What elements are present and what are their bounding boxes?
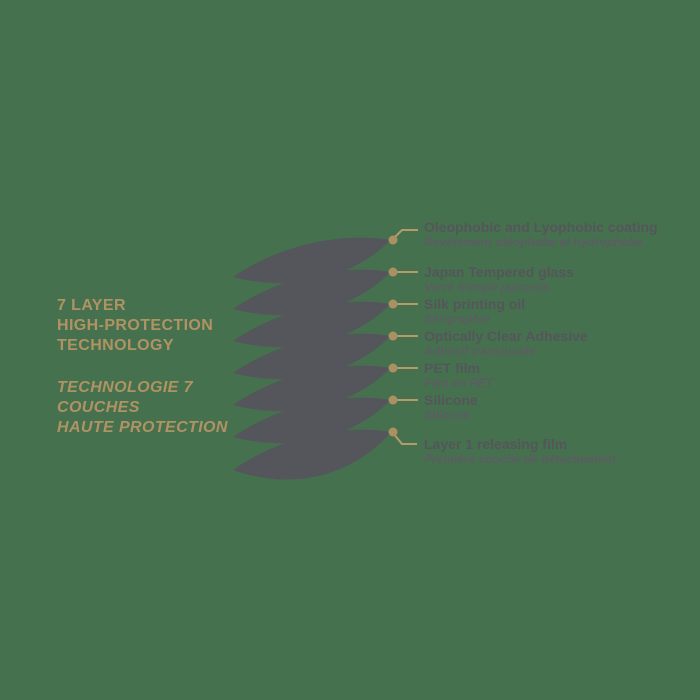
layer-label-3 — [424, 297, 525, 326]
layer-label-2 — [424, 265, 574, 294]
layer-label-4-fr: Adhésif translucide — [424, 344, 536, 358]
title-en — [57, 296, 228, 356]
layer-label-5 — [424, 361, 493, 390]
layer-label-1-en: Oleophobic and Lyophobic coating — [424, 219, 658, 235]
title-fr-line-3: HAUTE PROTECTION — [57, 419, 228, 436]
layer-label-1-fr: Revêtement oléophobe et hydrophobe — [424, 235, 643, 249]
layer-label-6 — [424, 393, 478, 422]
layer-dot-1 — [389, 236, 398, 245]
layer-label-7-fr: Première couche de détachement — [424, 452, 616, 466]
layer-label-1 — [424, 220, 658, 249]
layer-dot-4 — [389, 332, 398, 341]
title-fr-line-2: COUCHES — [57, 399, 140, 416]
layer-label-7-en: Layer 1 releasing film — [424, 436, 568, 452]
layer-label-7 — [424, 437, 615, 466]
layer-label-3-fr: Sérigraphie — [424, 312, 491, 326]
layer-label-4-en: Optically Clear Adhesive — [424, 328, 588, 344]
layer-label-2-en: Japan Tempered glass — [424, 264, 574, 280]
title-block — [57, 296, 228, 438]
layer-dot-5 — [389, 364, 398, 373]
layer-label-4 — [424, 329, 588, 358]
layer-label-3-en: Silk printing oil — [424, 296, 526, 312]
layer-label-5-fr: Film en PET — [424, 376, 493, 390]
layer-label-6-fr: Silicone — [424, 408, 471, 422]
layer-dot-6 — [389, 396, 398, 405]
layer-dot-2 — [389, 268, 398, 277]
title-fr-line-1: TECHNOLOGIE 7 — [57, 379, 193, 396]
layer-dots — [389, 236, 398, 437]
layer-label-2-fr: Verre trempé japonais — [424, 280, 550, 294]
layer-label-5-en: PET film — [424, 360, 481, 376]
layer-dot-7 — [389, 428, 398, 437]
layer-label-6-en: Silicone — [424, 392, 478, 408]
title-fr — [57, 378, 228, 438]
title-en-line-1: 7 LAYER — [57, 297, 126, 314]
layer-dot-3 — [389, 300, 398, 309]
title-en-line-2: HIGH-PROTECTION — [57, 317, 214, 334]
title-en-line-3: TECHNOLOGY — [57, 337, 174, 354]
layer-sheets — [233, 238, 391, 480]
